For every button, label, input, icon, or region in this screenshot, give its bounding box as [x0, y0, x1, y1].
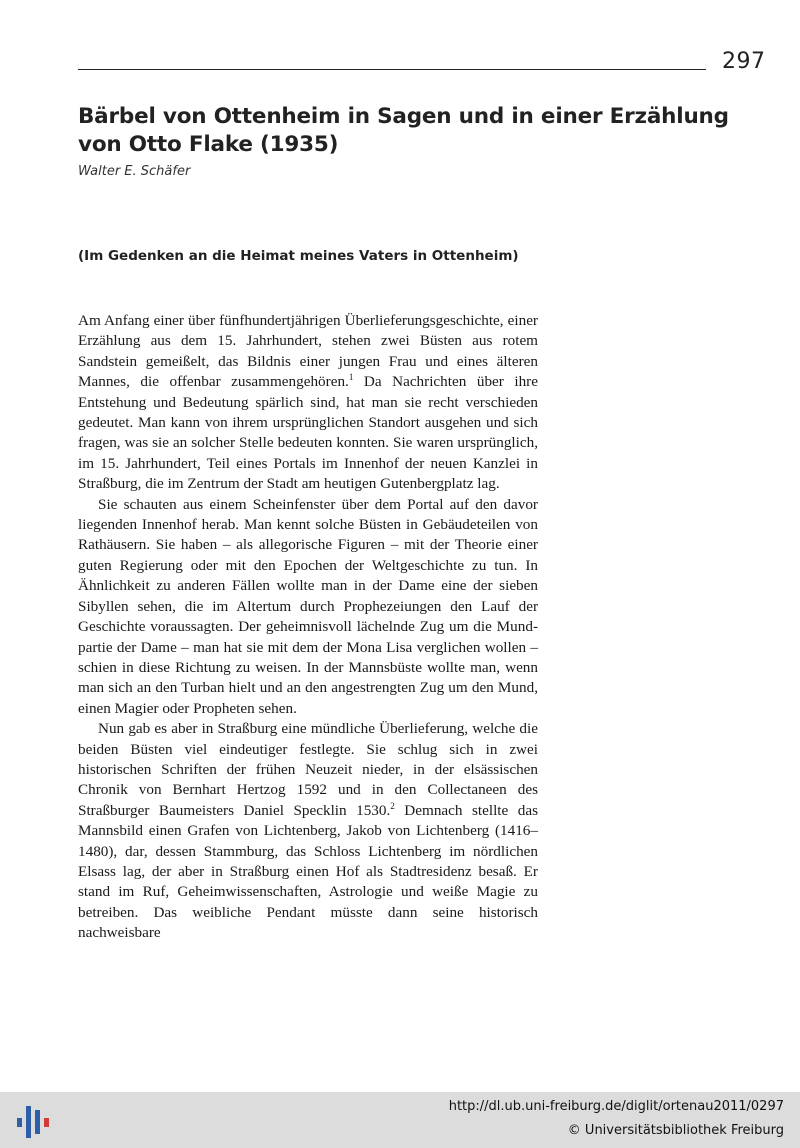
footnote-ref-1[interactable]: 1	[348, 372, 354, 383]
page-number: 297	[722, 49, 766, 74]
footnote-ref-2[interactable]: 2	[390, 800, 395, 811]
paragraph-1-text: Am Anfang einer über fünfhundertjährigen Überlieferungsgeschichte, einer Erzählung aus dem 15. Jahrhundert, stehen zwei Büsten aus rotem Sandstein gemeißelt, das Bildnis einer jungen Frau und eines älteren Mannes, die offenbar zusammengehören.	[78, 312, 538, 391]
article-title: Bärbel von Ottenheim in Sagen und in einer Erzählung von Otto Flake (1935)	[78, 104, 729, 157]
footer-bar	[0, 1092, 800, 1148]
paragraph-3	[78, 719, 538, 943]
source-url-link[interactable]: http://dl.ub.uni-freiburg.de/diglit/ortenau2011/0297	[448, 1099, 784, 1114]
header-rule	[78, 69, 706, 70]
article-body	[78, 311, 538, 944]
copyright-notice: © Universitätsbibliothek Freiburg	[567, 1123, 784, 1138]
paragraph-3-text: Nun gab es aber in Straßburg eine mündliche Überlieferung, welche die beiden Büsten viel eindeutiger festlegte. Sie schlug sich in zwei historischen Schriften der frühen Neuzeit nieder, in der elsässischen Chronik von Bernhart Hertzog 1592 und in den Collectaneen des Straßburger Baumeisters Daniel Specklin 1530.	[78, 720, 538, 819]
paragraph-3-rest: Demnach stellte das Mannsbild einen Grafen von Lichtenberg, Jakob von Lichtenberg (1416–1480), dar, dessen Stammburg, das Schloss Lichtenberg im nördlichen Elsass lag, der aber in Straßburg einen Hof als Stadtresidenz besaß. Er stand im Ruf, Geheimwissenschaften, Astrologie und weiße Magie zu betreiben. Das weibliche Pendant müsste dann seine historisch nachweisbare	[78, 801, 538, 942]
paragraph-2	[78, 495, 538, 719]
article-author: Walter E. Schäfer	[78, 164, 191, 179]
paragraph-1-rest: Da Nachrichten über ihre Entstehung und Bedeutung spärlich sind, hat man sie recht verschieden gedeutet. Man kann von ihrem ursprünglichen Standort ausgehen und sich fragen, was sie an solcher Stelle bedeuten konnten. Sie waren ursprünglich, im 15. Jahrhundert, Teil eines Portals im Innenhof der neuen Kanzlei in Straßburg, die im Zentrum der Stadt am heutigen Gutenbergplatz lag.	[78, 373, 538, 493]
paragraph-1	[78, 311, 538, 495]
paragraph-2-text: Sie schauten aus einem Scheinfenster über dem Portal auf den davor liegenden Innenhof herab. Man kennt solche Büsten in Gebäudeteilen von Rathäusern. Sie haben – als allegorische Figuren – mit der Theorie einer guten Regierung oder mit den Epochen der Weltgeschichte zu tun. In Ähnlichkeit zu anderen Fällen wollte man in der Dame eine der sieben Sibyllen sehen, die im Altertum durch Prophezeiungen den Lauf der Geschichte voraussagten. Der geheimnisvoll lächelnde Zug um die Mundpartie der Dame – man hat sie mit dem der Mona Lisa verglichen wollen – schien in diese Richtung zu weisen. In der Mannsbüste wollte man, wenn man sich an den Turban hielt und an den angestrengten Zug um den Mund, einen Magier oder Propheten sehen.	[78, 495, 538, 717]
article-dedication: (Im Gedenken an die Heimat meines Vaters in Ottenheim)	[78, 248, 519, 264]
library-logo-icon	[14, 1100, 54, 1140]
